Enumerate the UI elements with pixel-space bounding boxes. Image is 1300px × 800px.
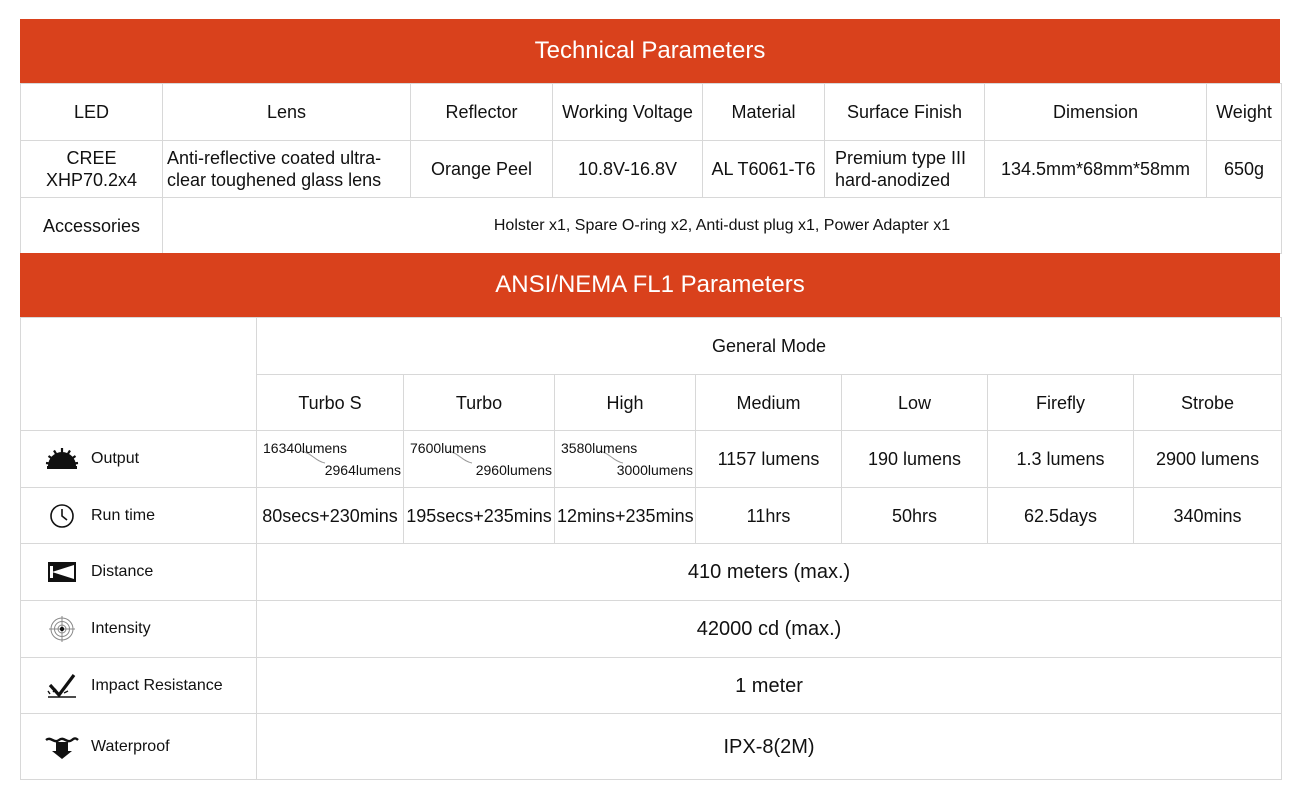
group-row [21,318,1282,375]
mode-turbo-s: Turbo S [257,375,404,431]
intensity-label: Intensity [91,620,151,637]
header-working-voltage: Working Voltage [553,84,703,141]
output-turbo-s [257,431,404,488]
output-label-cell [21,431,257,488]
header-material: Material [703,84,825,141]
header-reflector: Reflector [411,84,553,141]
runtime-low: 50hrs [842,488,988,544]
runtime-high: 12mins+235mins [555,488,696,544]
output-turbo-start: 7600lumens [410,440,487,456]
accessories-value: Holster x1, Spare O-ring x2, Anti-dust plug x1, Power Adapter x1 [163,198,1282,254]
accessories-row [21,198,1282,254]
output-turbo-s-start: 16340lumens [263,440,348,456]
technical-parameters-table [20,83,1282,254]
mode-turbo: Turbo [404,375,555,431]
accessories-label: Accessories [21,198,163,254]
output-icon [45,446,79,472]
value-working-voltage: 10.8V-16.8V [553,141,703,198]
output-turbo-end: 2960lumens [475,462,552,478]
mode-high: High [555,375,696,431]
runtime-firefly: 62.5days [988,488,1134,544]
runtime-row [21,488,1282,544]
output-medium: 1157 lumens [696,431,842,488]
distance-row [21,544,1282,601]
intensity-label-cell [21,601,257,658]
ansi-parameters-table [20,317,1282,780]
tech-values-row [21,141,1282,198]
output-turbo [404,431,555,488]
value-lens: Anti-reflective coated ultra-clear toughened glass lens [163,141,411,198]
value-dimension: 134.5mm*68mm*58mm [985,141,1207,198]
corner-cell [21,318,257,431]
runtime-turbo: 195secs+235mins [404,488,555,544]
value-surface-finish: Premium type III hard-anodized [825,141,985,198]
impact-label-cell [21,658,257,714]
ansi-parameters-banner [20,253,1280,317]
runtime-label: Run time [91,506,156,524]
value-material: AL T6061-T6 [703,141,825,198]
technical-parameters-banner [20,19,1280,83]
waterproof-label: Waterproof [91,737,170,755]
intensity-value: 42000 cd (max.) [257,601,1282,658]
waterproof-row [21,714,1282,780]
distance-label-cell [21,544,257,601]
header-weight: Weight [1207,84,1282,141]
output-low: 190 lumens [842,431,988,488]
header-lens: Lens [163,84,411,141]
mode-low: Low [842,375,988,431]
output-strobe: 2900 lumens [1134,431,1282,488]
value-reflector: Orange Peel [411,141,553,198]
mode-strobe: Strobe [1134,375,1282,431]
header-dimension: Dimension [985,84,1207,141]
waterproof-icon [45,734,79,760]
technical-parameters-title: Technical Parameters [534,37,766,64]
runtime-strobe: 340mins [1134,488,1282,544]
output-turbo-s-end: 2964lumens [324,462,401,478]
output-label: Output [91,450,140,467]
output-high [555,431,696,488]
mode-firefly: Firefly [988,375,1134,431]
intensity-row [21,601,1282,658]
output-high-start: 3580lumens [561,440,638,456]
distance-value: 410 meters (max.) [257,544,1282,601]
distance-icon [45,559,79,585]
mode-medium: Medium [696,375,842,431]
impact-label: Impact Resistance [91,676,223,694]
impact-row [21,658,1282,714]
clock-icon [45,503,79,529]
ansi-parameters-title: ANSI/NEMA FL1 Parameters [495,271,805,298]
impact-value: 1 meter [257,658,1282,714]
tech-header-row [21,84,1282,141]
runtime-medium: 11hrs [696,488,842,544]
distance-label: Distance [91,563,154,580]
output-row [21,431,1282,488]
output-high-end: 3000lumens [616,462,693,478]
runtime-label-cell [21,488,257,544]
general-mode-header: General Mode [257,318,1282,375]
impact-icon [45,673,79,699]
header-surface-finish: Surface Finish [825,84,985,141]
waterproof-label-cell [21,714,257,780]
header-led: LED [21,84,163,141]
waterproof-value: IPX-8(2M) [257,714,1282,780]
intensity-icon [45,616,79,642]
value-led: CREE XHP70.2x4 [21,141,163,198]
runtime-turbo-s: 80secs+230mins [257,488,404,544]
output-firefly: 1.3 lumens [988,431,1134,488]
value-weight: 650g [1207,141,1282,198]
